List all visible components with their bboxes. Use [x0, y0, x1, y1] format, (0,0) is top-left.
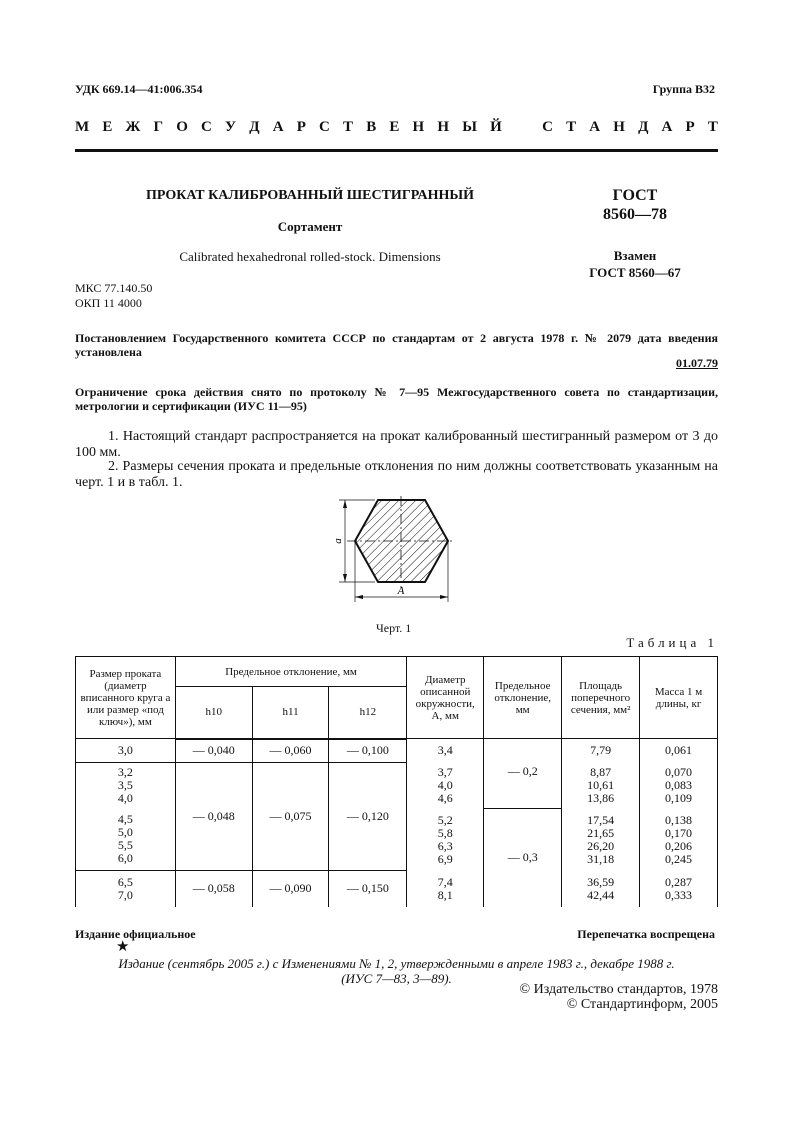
value: 8,1 — [437, 887, 453, 902]
header-area: Площадь поперечного сечения, мм² — [562, 657, 640, 739]
heading-letter: А — [661, 119, 673, 135]
official-edition-label: Издание официальное — [75, 927, 196, 941]
header-tolerance: Предельное отклонение, мм — [484, 657, 562, 739]
cell-tolerance: — 0,2 — [484, 763, 562, 809]
heading-letter: Т — [566, 119, 577, 135]
cell-h12: — 0,100 — [329, 739, 407, 763]
value: 0,287 — [665, 874, 693, 889]
value: 6,9 — [437, 851, 453, 866]
limitation-text: Ограничение срока действия снято по протоколу № 7—95 Межгосударственного совета по стандартизации, метрологии и сертификации (ИУС 11—95) — [75, 385, 718, 413]
heading-letter: С — [542, 119, 553, 135]
value: 36,59 — [587, 874, 615, 889]
heading-letter: Р — [685, 119, 695, 135]
value: 0,109 — [665, 791, 693, 805]
heading-letter: Т — [707, 119, 718, 135]
paragraph-2: 2. Размеры сечения проката и предельные отклонения по ним должны соответствовать указанным на черт. 1 и в табл. 1. — [75, 459, 718, 490]
heading-letter: Й — [490, 119, 502, 135]
group-code: Группа В32 — [652, 82, 715, 96]
value: 4,5 — [117, 812, 133, 827]
cell-area: 7,79 — [562, 739, 640, 763]
heading-letter: Н — [613, 119, 625, 135]
value: 4,0 — [117, 791, 133, 806]
udk-code: УДК 669.14—41:006.354 — [75, 82, 203, 96]
value: 0,206 — [665, 838, 693, 853]
value: 6,5 — [117, 874, 133, 889]
cell-h10: — 0,040 — [175, 739, 252, 763]
value: 4,0 — [437, 778, 453, 792]
cell-h10: — 0,058 — [175, 871, 252, 907]
cell-diameter — [407, 871, 484, 907]
value: 4,6 — [437, 791, 453, 805]
reprint-notice: Перепечатка воспрещена — [577, 927, 715, 941]
heading-letter: Д — [249, 119, 260, 135]
table-row — [76, 871, 718, 907]
document-title: ПРОКАТ КАЛИБРОВАННЫЙ ШЕСТИГРАННЫЙ — [145, 188, 475, 203]
value: 0,245 — [665, 851, 693, 866]
cell-mass — [640, 763, 718, 809]
cell-h11: — 0,060 — [252, 739, 329, 763]
heading-letter: Н — [437, 119, 450, 135]
heading-letter: Г — [153, 119, 164, 135]
header-mass: Масса 1 м длины, кг — [640, 657, 718, 739]
heading-letter: Е — [102, 119, 113, 135]
label-a: a — [332, 538, 344, 544]
cell-diameter: 3,4 — [407, 739, 484, 763]
figure-caption: Черт. 1 — [376, 621, 412, 635]
star-icon: ★ — [116, 939, 130, 955]
cell-area — [562, 871, 640, 907]
mks-code: МКС 77.140.50 — [75, 281, 153, 295]
classification-codes — [75, 281, 152, 311]
heading-letter: А — [589, 119, 601, 135]
value: 10,61 — [587, 778, 615, 792]
gost-designation — [560, 186, 710, 224]
heading-letter: Д — [638, 119, 649, 135]
cell-area — [562, 763, 640, 809]
arrowhead — [440, 595, 448, 599]
cell-tolerance: — 0,3 — [484, 809, 562, 907]
value: 6,3 — [437, 838, 453, 853]
arrowhead — [343, 574, 347, 582]
cell-size — [76, 763, 176, 809]
value: 7,0 — [117, 887, 133, 902]
value: 0,083 — [665, 778, 693, 792]
cell-area — [562, 809, 640, 871]
edition-line-2: (ИУС 7—83, 3—89). — [341, 971, 452, 986]
value: 0,333 — [665, 887, 693, 902]
cell-h11: — 0,090 — [252, 871, 329, 907]
heading-letter: У — [225, 119, 237, 135]
value: 6,0 — [117, 851, 133, 866]
document-subtitle: Сортамент — [277, 219, 343, 234]
value: 8,87 — [590, 765, 612, 779]
gost-label: ГОСТ — [612, 187, 658, 204]
value: 0,170 — [665, 825, 693, 840]
value: 26,20 — [587, 838, 615, 853]
edition-line-1: Издание (сентябрь 2005 г.) с Изменениями № 1, 2, утвержденными в апреле 1983 г., декабре 1988 г. — [118, 956, 675, 971]
arrowhead — [355, 595, 363, 599]
header-h11: h11 — [252, 687, 329, 739]
replaces-block — [560, 247, 710, 281]
heading-letter: Н — [412, 119, 425, 135]
header-h10: h10 — [175, 687, 252, 739]
header-size: Размер проката (диаметр вписанного круга a или размер «под ключ»), мм — [76, 657, 176, 739]
value: 42,44 — [587, 887, 615, 902]
header-tolerance-group: Предельное отклонение, мм — [175, 657, 406, 687]
decree-text: Постановлением Государственного комитета СССР по стандартам от 2 августа 1978 г. № 2079 дата введения установлена — [75, 331, 718, 359]
cell-mass — [640, 809, 718, 871]
value: 31,18 — [587, 851, 615, 866]
hexagon-drawing — [332, 496, 460, 606]
replaces-label: Взамен — [613, 248, 657, 263]
english-title: Calibrated hexahedronal rolled-stock. Dimensions — [179, 249, 441, 264]
gost-number: 8560—78 — [603, 206, 667, 223]
table-row — [76, 739, 718, 763]
heading-letter: О — [176, 119, 188, 135]
heading-letter: С — [319, 119, 330, 135]
value: 0,138 — [665, 812, 693, 827]
heading-letter: А — [272, 119, 284, 135]
table-row — [76, 763, 718, 809]
heading-letter: Т — [343, 119, 354, 135]
cell-h10: — 0,048 — [175, 763, 252, 871]
value: 5,5 — [117, 838, 133, 853]
cell-h12: — 0,150 — [329, 871, 407, 907]
value: 3,2 — [117, 765, 133, 780]
heading-letter: Ж — [125, 119, 141, 135]
value: 21,65 — [587, 825, 615, 840]
cell-diameter — [407, 809, 484, 871]
value: 5,0 — [117, 825, 133, 840]
table-header-row — [76, 657, 718, 687]
heading-letter: Е — [389, 119, 400, 135]
okp-code: ОКП 11 4000 — [75, 296, 142, 310]
value: 17,54 — [587, 812, 615, 827]
value: 0,070 — [665, 765, 693, 779]
heading-letter: Р — [296, 119, 306, 135]
word-gap — [515, 119, 529, 136]
value: 3,7 — [437, 765, 453, 779]
value: 7,4 — [437, 874, 453, 889]
copyright-1: © Издательство стандартов, 1978 — [519, 982, 718, 997]
decree-date: 01.07.79 — [676, 356, 718, 370]
table-caption: Таблица 1 — [626, 635, 718, 650]
cell-size: 3,0 — [76, 739, 176, 763]
cell-mass — [640, 871, 718, 907]
cell-mass: 0,061 — [640, 739, 718, 763]
value: 13,86 — [587, 791, 615, 805]
value: 5,2 — [437, 812, 453, 827]
interstate-standard-heading — [75, 119, 718, 136]
label-A: A — [397, 585, 405, 597]
value: 5,8 — [437, 825, 453, 840]
cell-tolerance — [484, 739, 562, 763]
heading-letter: С — [201, 119, 212, 135]
value: 3,5 — [117, 778, 133, 793]
copyright-2: © Стандартинформ, 2005 — [566, 997, 718, 1012]
header-diameter: Диаметр описанной окружности, A, мм — [407, 657, 484, 739]
heading-letter: М — [75, 119, 90, 135]
heading-letter: Ы — [462, 119, 477, 135]
cell-size — [76, 871, 176, 907]
cell-size — [76, 809, 176, 871]
cell-h11: — 0,075 — [252, 763, 329, 871]
paragraph-1: 1. Настоящий стандарт распространяется на прокат калиброванный шестигранный размером от 3 до 100 мм. — [75, 429, 718, 460]
arrowhead — [343, 500, 347, 508]
heading-letter: В — [366, 119, 377, 135]
header-h12: h12 — [329, 687, 407, 739]
cell-diameter — [407, 763, 484, 809]
replaces-gost: ГОСТ 8560—67 — [589, 265, 681, 280]
dimensions-table — [75, 656, 718, 907]
cell-h12: — 0,120 — [329, 763, 407, 871]
header-rule — [75, 149, 718, 152]
